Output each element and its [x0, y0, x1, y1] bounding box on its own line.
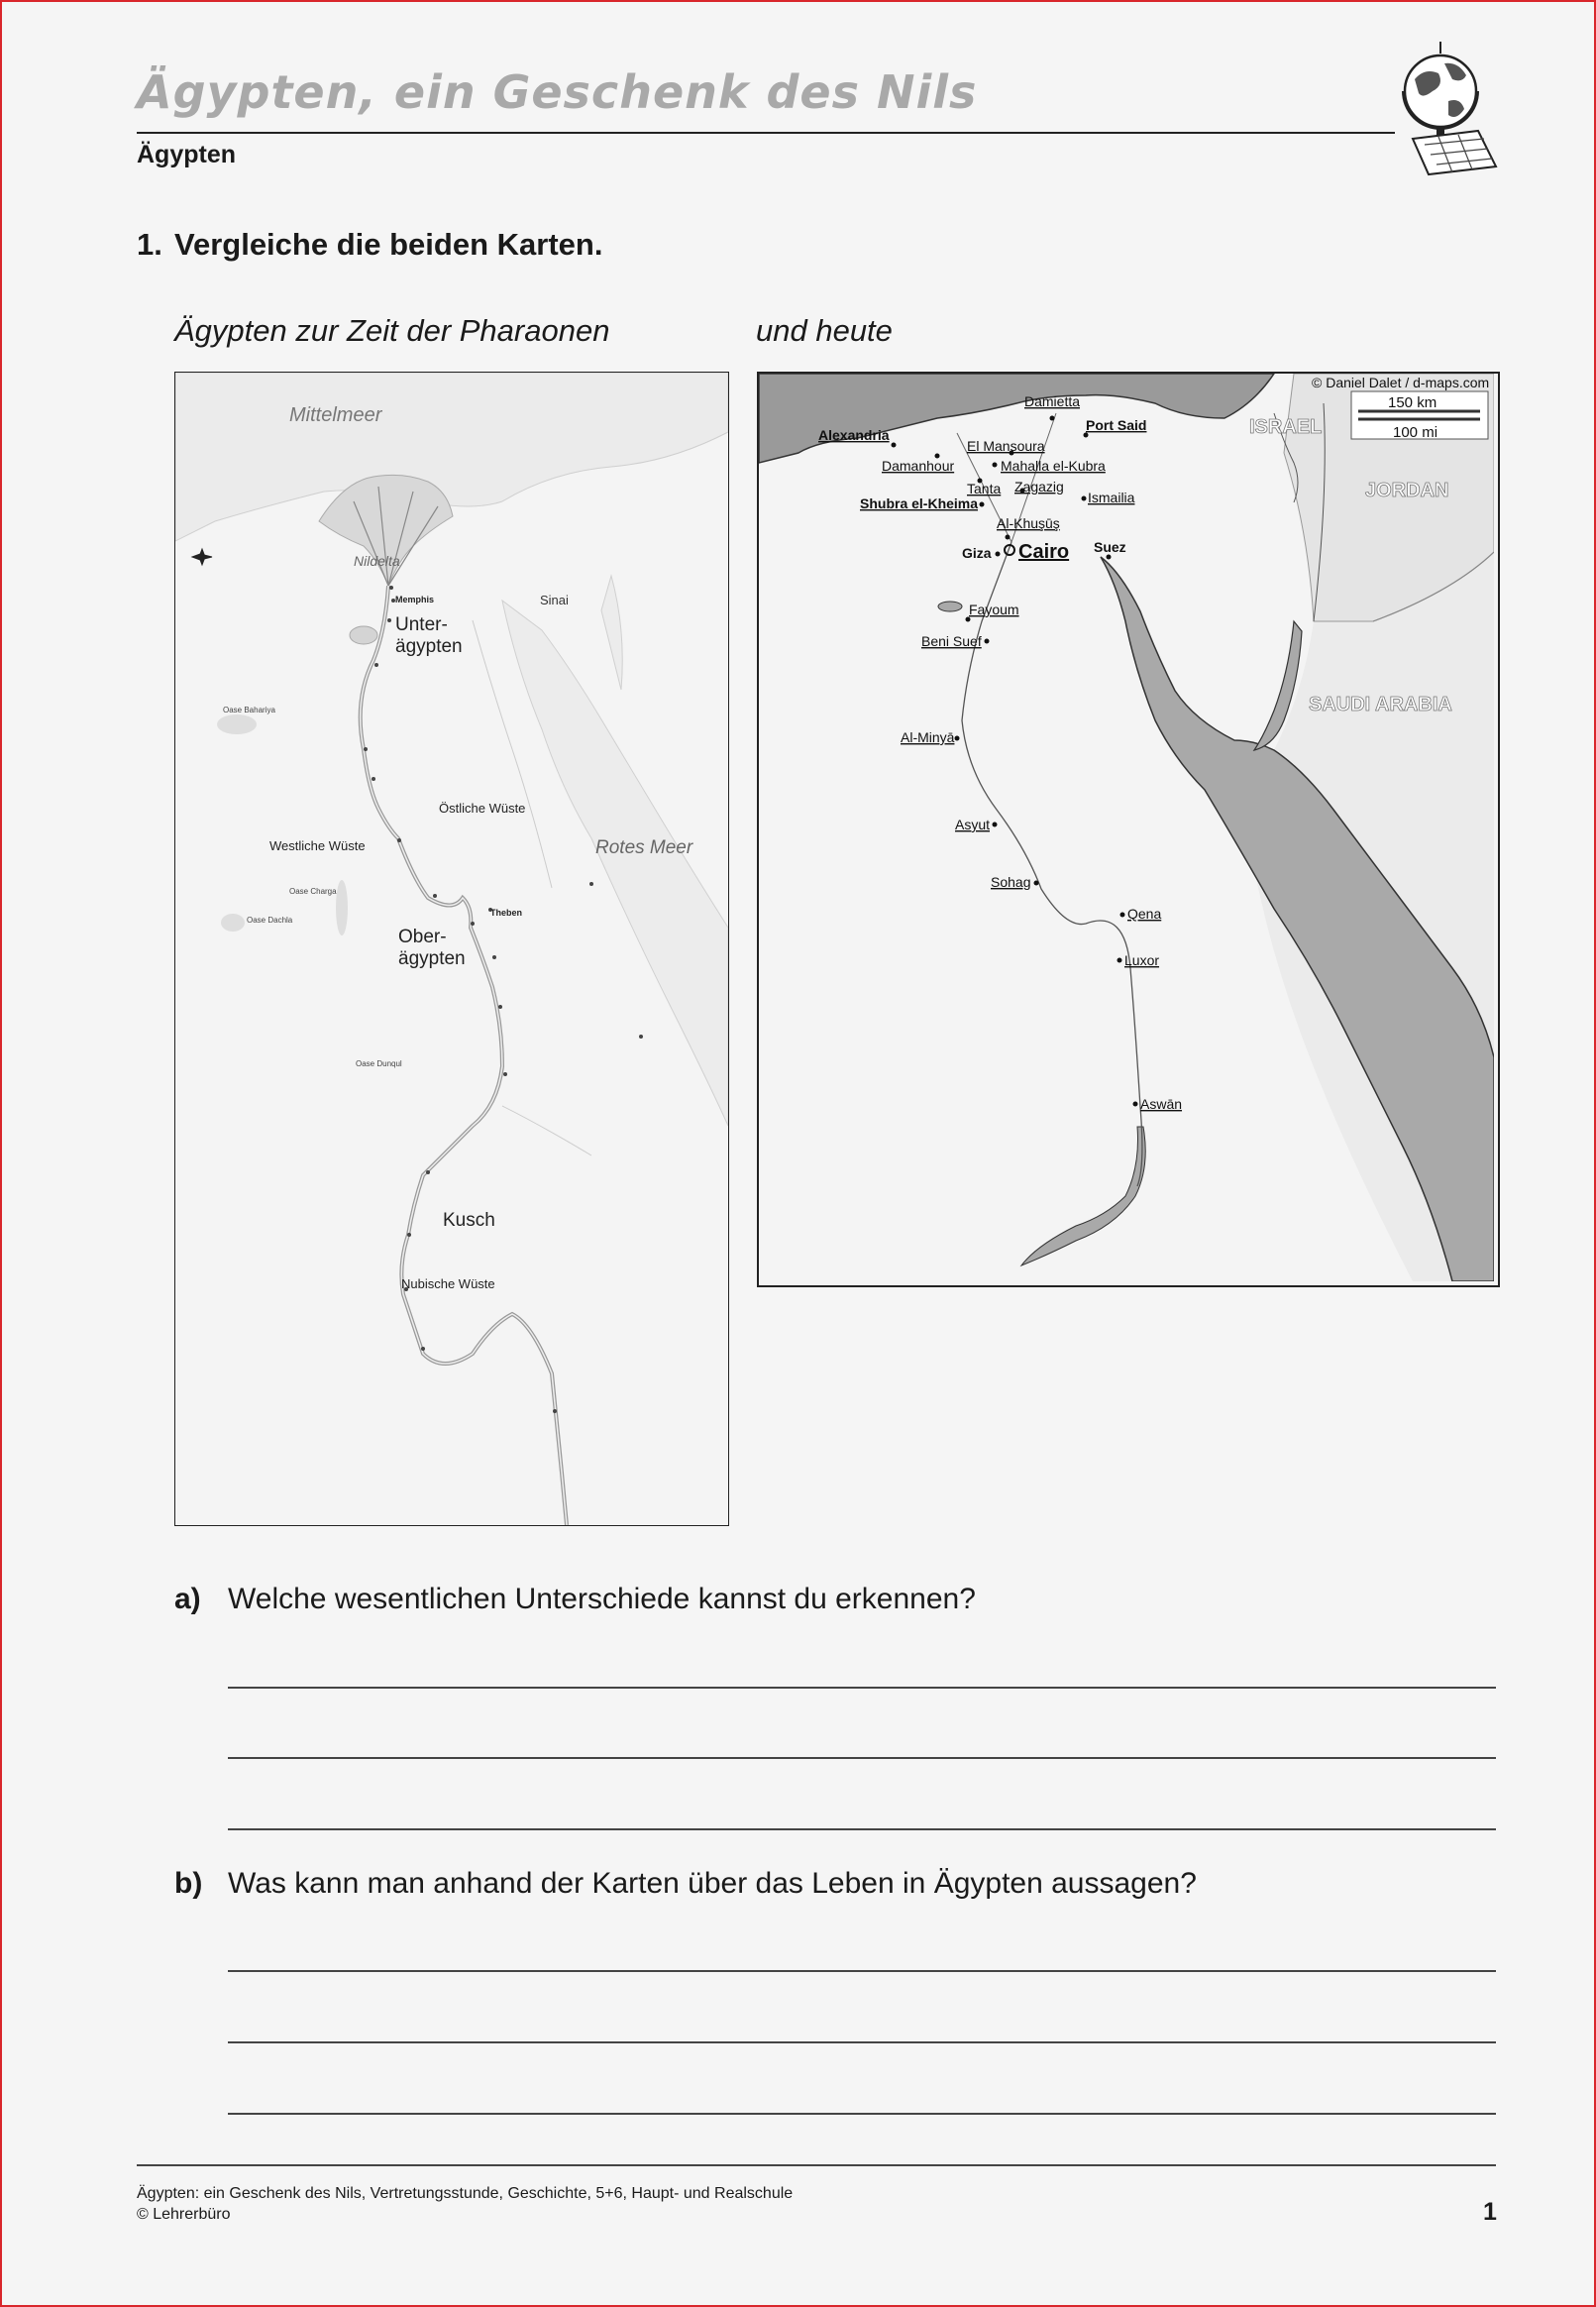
label-upper-egypt-1: Ober-	[398, 927, 447, 947]
label-oasis-dunqul: Oase Dunqul	[356, 1059, 402, 1068]
city-tanta: Tanta	[967, 481, 1002, 496]
label-oasis-dachla: Oase Dachla	[247, 916, 293, 925]
city-qena: Qena	[1127, 906, 1162, 922]
modern-map-heading: und heute	[756, 313, 893, 348]
ancient-egypt-map	[174, 372, 729, 1526]
task-number: 1.	[137, 227, 162, 262]
city-beni-suef: Beni Suef	[921, 633, 982, 649]
label-lower-egypt-1: Unter-	[395, 614, 448, 635]
country-saudi-arabia: SAUDI ARABIA	[1309, 694, 1452, 715]
label-eastern-desert: Östliche Wüste	[439, 801, 526, 816]
label-memphis: Memphis	[395, 595, 435, 604]
label-red-sea: Rotes Meer	[595, 837, 693, 858]
footer-divider	[137, 2164, 1496, 2166]
city-el-mansoura: El Mansoura	[967, 438, 1045, 454]
city-luxor: Luxor	[1124, 952, 1160, 968]
label-upper-egypt-2: ägypten	[398, 948, 466, 969]
city-zagazig: Zagazig	[1014, 479, 1064, 494]
city-asyut: Asyut	[955, 817, 991, 832]
label-oasis-charga: Oase Charga	[289, 887, 337, 896]
city-damietta: Damietta	[1024, 393, 1081, 409]
map-credit: © Daniel Dalet / d-maps.com	[1312, 375, 1490, 390]
city-suez: Suez	[1094, 539, 1126, 555]
city-shubra: Shubra el-Kheima	[860, 495, 979, 511]
city-cairo: Cairo	[1018, 541, 1070, 563]
worksheet-title: Ägypten, ein Geschenk des Nils	[137, 65, 978, 119]
answer-line[interactable]	[228, 2041, 1496, 2043]
question-b-letter: b)	[174, 1867, 203, 1900]
label-mediterranean: Mittelmeer	[289, 404, 382, 426]
answer-line[interactable]	[228, 1970, 1496, 1972]
page-number: 1	[1483, 2198, 1497, 2226]
label-nile-delta: Nildelta	[354, 553, 400, 569]
city-alexandria: Alexandria	[818, 427, 890, 443]
question-a-letter: a)	[174, 1583, 201, 1615]
worksheet-subtitle: Ägypten	[137, 141, 236, 168]
scale-km: 150 km	[1388, 394, 1437, 411]
question-a-text: Welche wesentlichen Unterschiede kannst du erkennen?	[228, 1583, 976, 1615]
scale-mi: 100 mi	[1393, 424, 1438, 441]
city-aswan: Aswān	[1140, 1096, 1183, 1112]
title-divider	[137, 132, 1395, 134]
label-western-desert: Westliche Wüste	[269, 838, 366, 853]
city-giza: Giza	[962, 545, 992, 561]
city-damanhour: Damanhour	[882, 458, 955, 474]
city-mahalla: Mahalla el-Kubra	[1001, 458, 1106, 474]
label-nubian-desert: Nubische Wüste	[401, 1276, 495, 1291]
task-instruction: Vergleiche die beiden Karten.	[174, 227, 603, 262]
label-thebes: Theben	[490, 908, 523, 918]
answer-line[interactable]	[228, 2113, 1496, 2115]
footer-copyright: © Lehrerbüro	[137, 2206, 231, 2223]
answer-line[interactable]	[228, 1757, 1496, 1759]
city-al-khusus: Al-Khuşūş	[997, 515, 1060, 531]
city-sohag: Sohag	[991, 874, 1031, 890]
globe-icon	[1393, 40, 1502, 178]
label-sinai: Sinai	[540, 593, 569, 607]
answer-line[interactable]	[228, 1828, 1496, 1830]
question-b-text: Was kann man anhand der Karten über das Leben in Ägypten aussagen?	[228, 1867, 1197, 1900]
city-ismailia: Ismailia	[1088, 490, 1135, 505]
city-al-minya: Al-Minyā	[901, 729, 955, 745]
label-oasis-bahariya: Oase Bahariya	[223, 706, 275, 714]
answer-line[interactable]	[228, 1687, 1496, 1689]
label-lower-egypt-2: ägypten	[395, 636, 463, 657]
label-kush: Kusch	[443, 1210, 495, 1231]
footer-source: Ägypten: ein Geschenk des Nils, Vertretungsstunde, Geschichte, 5+6, Haupt- und Realschule	[137, 2185, 794, 2202]
country-israel: ISRAEL	[1249, 416, 1323, 438]
modern-egypt-map	[757, 372, 1500, 1287]
city-fayoum: Fayoum	[969, 602, 1019, 617]
country-jordan: JORDAN	[1365, 480, 1449, 501]
ancient-map-heading: Ägypten zur Zeit der Pharaonen	[174, 313, 610, 348]
city-port-said: Port Said	[1086, 417, 1147, 433]
